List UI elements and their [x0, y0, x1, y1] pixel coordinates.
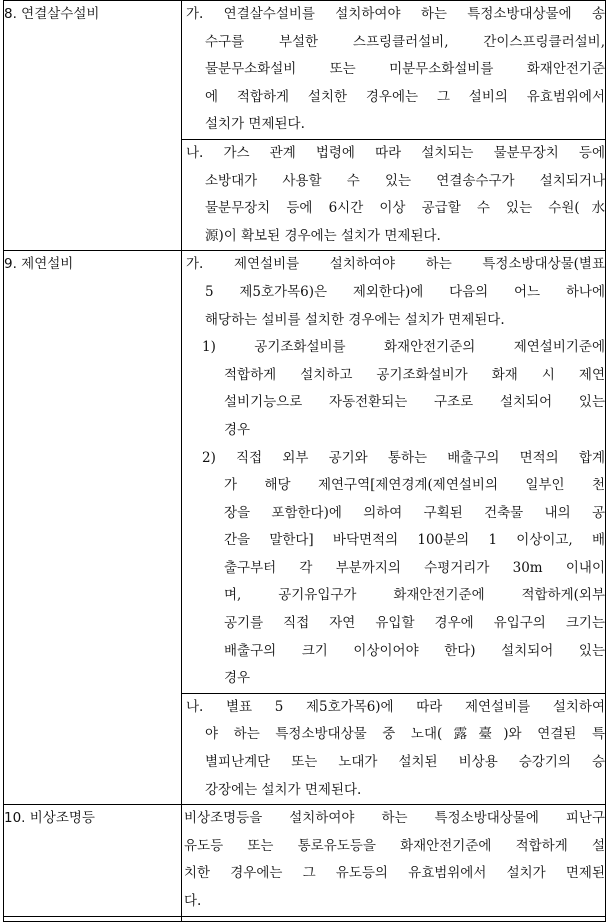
clause-na — [182, 693, 605, 804]
empty-cell — [4, 916, 182, 921]
row-label-cell — [4, 805, 182, 916]
clause-line: 1) 공기조화설비를 화재안전기준의 제연설비기준에 — [202, 339, 605, 356]
paragraph — [182, 805, 605, 915]
exemption-table — [3, 0, 606, 922]
clause-line: 가. 연결살수설비를 설치하여야 하는 특정소방대상물에 송 — [186, 6, 605, 22]
table-row-continuation — [4, 916, 606, 921]
row-label-cell — [4, 251, 182, 805]
row-label: 10. 비상조명등 — [4, 810, 95, 827]
clause-line: 며, 공기유입구가 화재안전기준에 적합하게(외부 — [224, 587, 605, 604]
table-row-9 — [4, 251, 606, 805]
clause-line: 적합하게 설치하고 공기조화설비가 화재 시 제연 — [224, 366, 605, 383]
row-label: 8. 연결살수설비 — [4, 6, 100, 22]
table-row-10 — [4, 805, 606, 916]
clause-line: 나. 별표 5 제5호가목6)에 따라 제연설비를 설치하여 — [186, 698, 605, 715]
clause-line: 장을 포함한다)에 의하여 구획된 건축물 내의 공 — [224, 504, 605, 521]
clause-line: 별피난계단 또는 노대가 설치된 비상용 승강기의 승 — [205, 754, 605, 771]
clause-ga — [182, 1, 605, 139]
clause-line: 源)이 확보된 경우에는 설치가 면제된다. — [205, 227, 441, 244]
clause-line: 설비기능으로 자동전환되는 구조로 설치되어 있는 — [224, 394, 605, 411]
clause-line: 나. 가스 관계 법령에 따라 설치되는 물분무장치 등에 — [186, 144, 605, 161]
row-content-cell — [182, 805, 606, 916]
clause-line: 야 하는 특정소방대상물 중 노대(露臺)와 연결된 특 — [205, 726, 605, 743]
row-label: 9. 제연설비 — [4, 256, 74, 273]
clause-line: 에 적합하게 설치한 경우에는 그 설비의 유효범위에서 — [205, 88, 605, 105]
row-label-cell — [4, 1, 182, 251]
clause-line: 간을 말한다] 바닥면적의 100분의 1 이상이고, 배 — [224, 532, 605, 549]
paragraph-line: 다. — [184, 893, 202, 909]
subclause-2 — [186, 445, 605, 693]
clause-line: 2) 직접 외부 공기와 통하는 배출구의 면적의 합계 — [202, 449, 605, 466]
clause-line: 출구부터 각 부분까지의 수평거리가 30m 이내이 — [224, 559, 605, 576]
clause-line: 가 해당 제연구역[제연경계(제연설비의 일부인 천 — [224, 477, 605, 494]
clause-line: 가. 제연설비를 설치하여야 하는 특정소방대상물(별표 — [186, 256, 605, 273]
clause-line: 배출구의 크기 이상이어야 한다) 설치되어 있는 — [224, 642, 605, 659]
empty-cell — [182, 916, 606, 921]
clause-na — [182, 139, 605, 250]
clause-line: 물분무장치 등에 6시간 이상 공급할 수 있는 수원(水 — [205, 200, 605, 217]
paragraph-line: 비상조명등을 설치하여야 하는 특정소방대상물에 피난구 — [184, 810, 605, 827]
clause-line: 강장에는 설치가 면제된다. — [205, 781, 362, 798]
clause-line: 설치가 면제된다. — [205, 116, 305, 133]
row-content-cell — [182, 1, 606, 251]
clause-ga — [182, 251, 605, 693]
clause-line: 경우 — [224, 421, 251, 438]
table-row-8 — [4, 1, 606, 251]
clause-line: 물분무소화설비 또는 미분무소화설비를 화재안전기준 — [205, 61, 605, 78]
subclause-1 — [186, 334, 605, 444]
clause-line: 경우 — [224, 670, 251, 687]
clause-line: 소방대가 사용할 수 있는 연결송수구가 설치되거나 — [205, 172, 605, 189]
clause-line: 공기를 직접 자연 유입할 경우에 유입구의 크기는 — [224, 615, 605, 632]
paragraph-line: 유도등 또는 통로유도등을 화재안전기준에 적합하게 설 — [184, 837, 605, 854]
clause-line: 해당하는 설비를 설치한 경우에는 설치가 면제된다. — [205, 311, 505, 328]
row-content-cell — [182, 251, 606, 805]
clause-line: 5 제5호가목6)은 제외한다)에 다음의 어느 하나에 — [205, 283, 605, 300]
paragraph-line: 치한 경우에는 그 유도등의 유효범위에서 설치가 면제된 — [184, 865, 605, 882]
clause-line: 수구를 부설한 스프링클러설비, 간이스프링클러설비, — [205, 33, 605, 50]
